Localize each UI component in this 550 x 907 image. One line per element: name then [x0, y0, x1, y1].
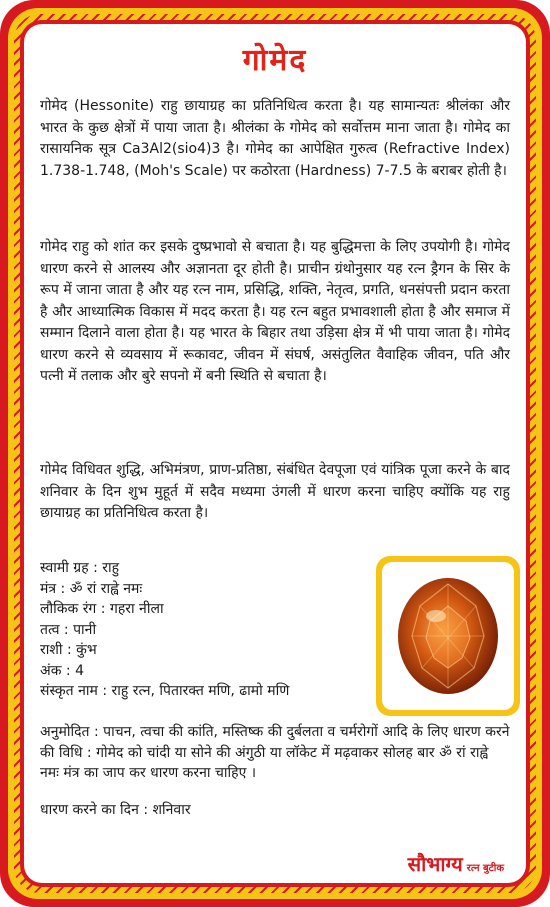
usage-text: अनुमोदित : पाचन, त्वचा की कांति, मस्तिष्क की दुर्बलता व चर्मरोगों आदि के लिए धारण करने की विधि : गोमेद को चांदी या सोने की अंगुठी या लॉकेट में मढ़वाकर सोलह बार ॐ रां राह्वे नमः मंत्र का जाप कर धारण करना चाहिए ।	[40, 724, 510, 781]
ritual-paragraph: गोमेद विधिवत शुद्धि, अभिमंत्रण, प्राण-प्रतिष्ठा, संबंधित देवपूजा एवं यांत्रिक पूजा करने के बाद शनिवार के दिन शुभ मुहूर्त में सदैव मध्यमा उंगली में धारण करना चाहिए क्योंकि यह राहु छायाग्रह का प्रतिनिधित्व करता है।	[40, 462, 510, 521]
intro-paragraph: गोमेद (Hessonite) राहु छायाग्रह का प्रतिनिधित्व करता है। यह सामान्यतः श्रीलंका और भारत के कुछ क्षेत्रों में पाया जाता है। श्रीलंका के गोमेद को सर्वोत्तम माना जाता है। गोमेद का रासायनिक सूत्र Ca3Al2(sio4)3 है। गोमेद का आपेक्षित गुरुत्व (Refractive Index) 1.738-1.748, (Moh's Scale) पर कठोरता (Hardness) 7-7.5 के बराबर होती है।	[40, 98, 510, 179]
hessonite-gemstone-icon	[396, 576, 500, 696]
attribute-row: तत्व : पानी	[40, 621, 97, 638]
benefits-paragraph: गोमेद राहु को शांत कर इसके दुष्प्रभावो से बचाता है। यह बुद्धिमत्ता के लिए उपयोगी है। गोमेद धारण करने से आलस्य और अज्ञानता दूर होती है। प्राचीन ग्रंथोनुसार यह रत्न ड्रैगन के सिर के रूप में जाना जाता है और यह रत्न नाम, प्रसिद्धि, शक्ति, नेतृत्व, प्रगति, धनसंपत्ती प्रदान करता है और आध्यात्मिक विकास में मदद करता है। यह रत्न बहुत प्रभावशाली होता है और समाज में सम्मान दिलाने वाला होता है। यह भारत के बिहार तथा उड़िसा क्षेत्र में भी पाया जाता है। गोमेद धारण करने से व्यवसाय में रूकावट, जीवन में संघर्ष, असंतुलित वैवाहिक जीवन, पति और पत्नी में तलाक और बुरे सपनो में बनी स्थिति से बचाता है।	[40, 239, 510, 384]
attribute-row: संस्कृत नाम : राहु रत्न, पितारक्त मणि, ढामो मणि	[40, 683, 290, 699]
attribute-list	[40, 558, 370, 702]
attribute-row: मंत्र : ॐ रां राह्वे नमः	[40, 580, 143, 597]
attribute-row: अंक : 4	[40, 662, 84, 679]
content-panel	[24, 24, 526, 883]
wearing-day: धारण करने का दिन : शनिवार	[40, 802, 191, 818]
attribute-row: राशी : कुंभ	[40, 642, 97, 658]
brand-logo: सौभाग्य रत्न बुटीक	[407, 852, 504, 876]
attribute-row: लौकिक रंग : गहरा नीला	[40, 601, 164, 617]
gem-image-frame	[376, 556, 520, 716]
attribute-row: स्वामी ग्रह : राहु	[40, 560, 120, 576]
page-title: गोमेद	[242, 43, 308, 78]
